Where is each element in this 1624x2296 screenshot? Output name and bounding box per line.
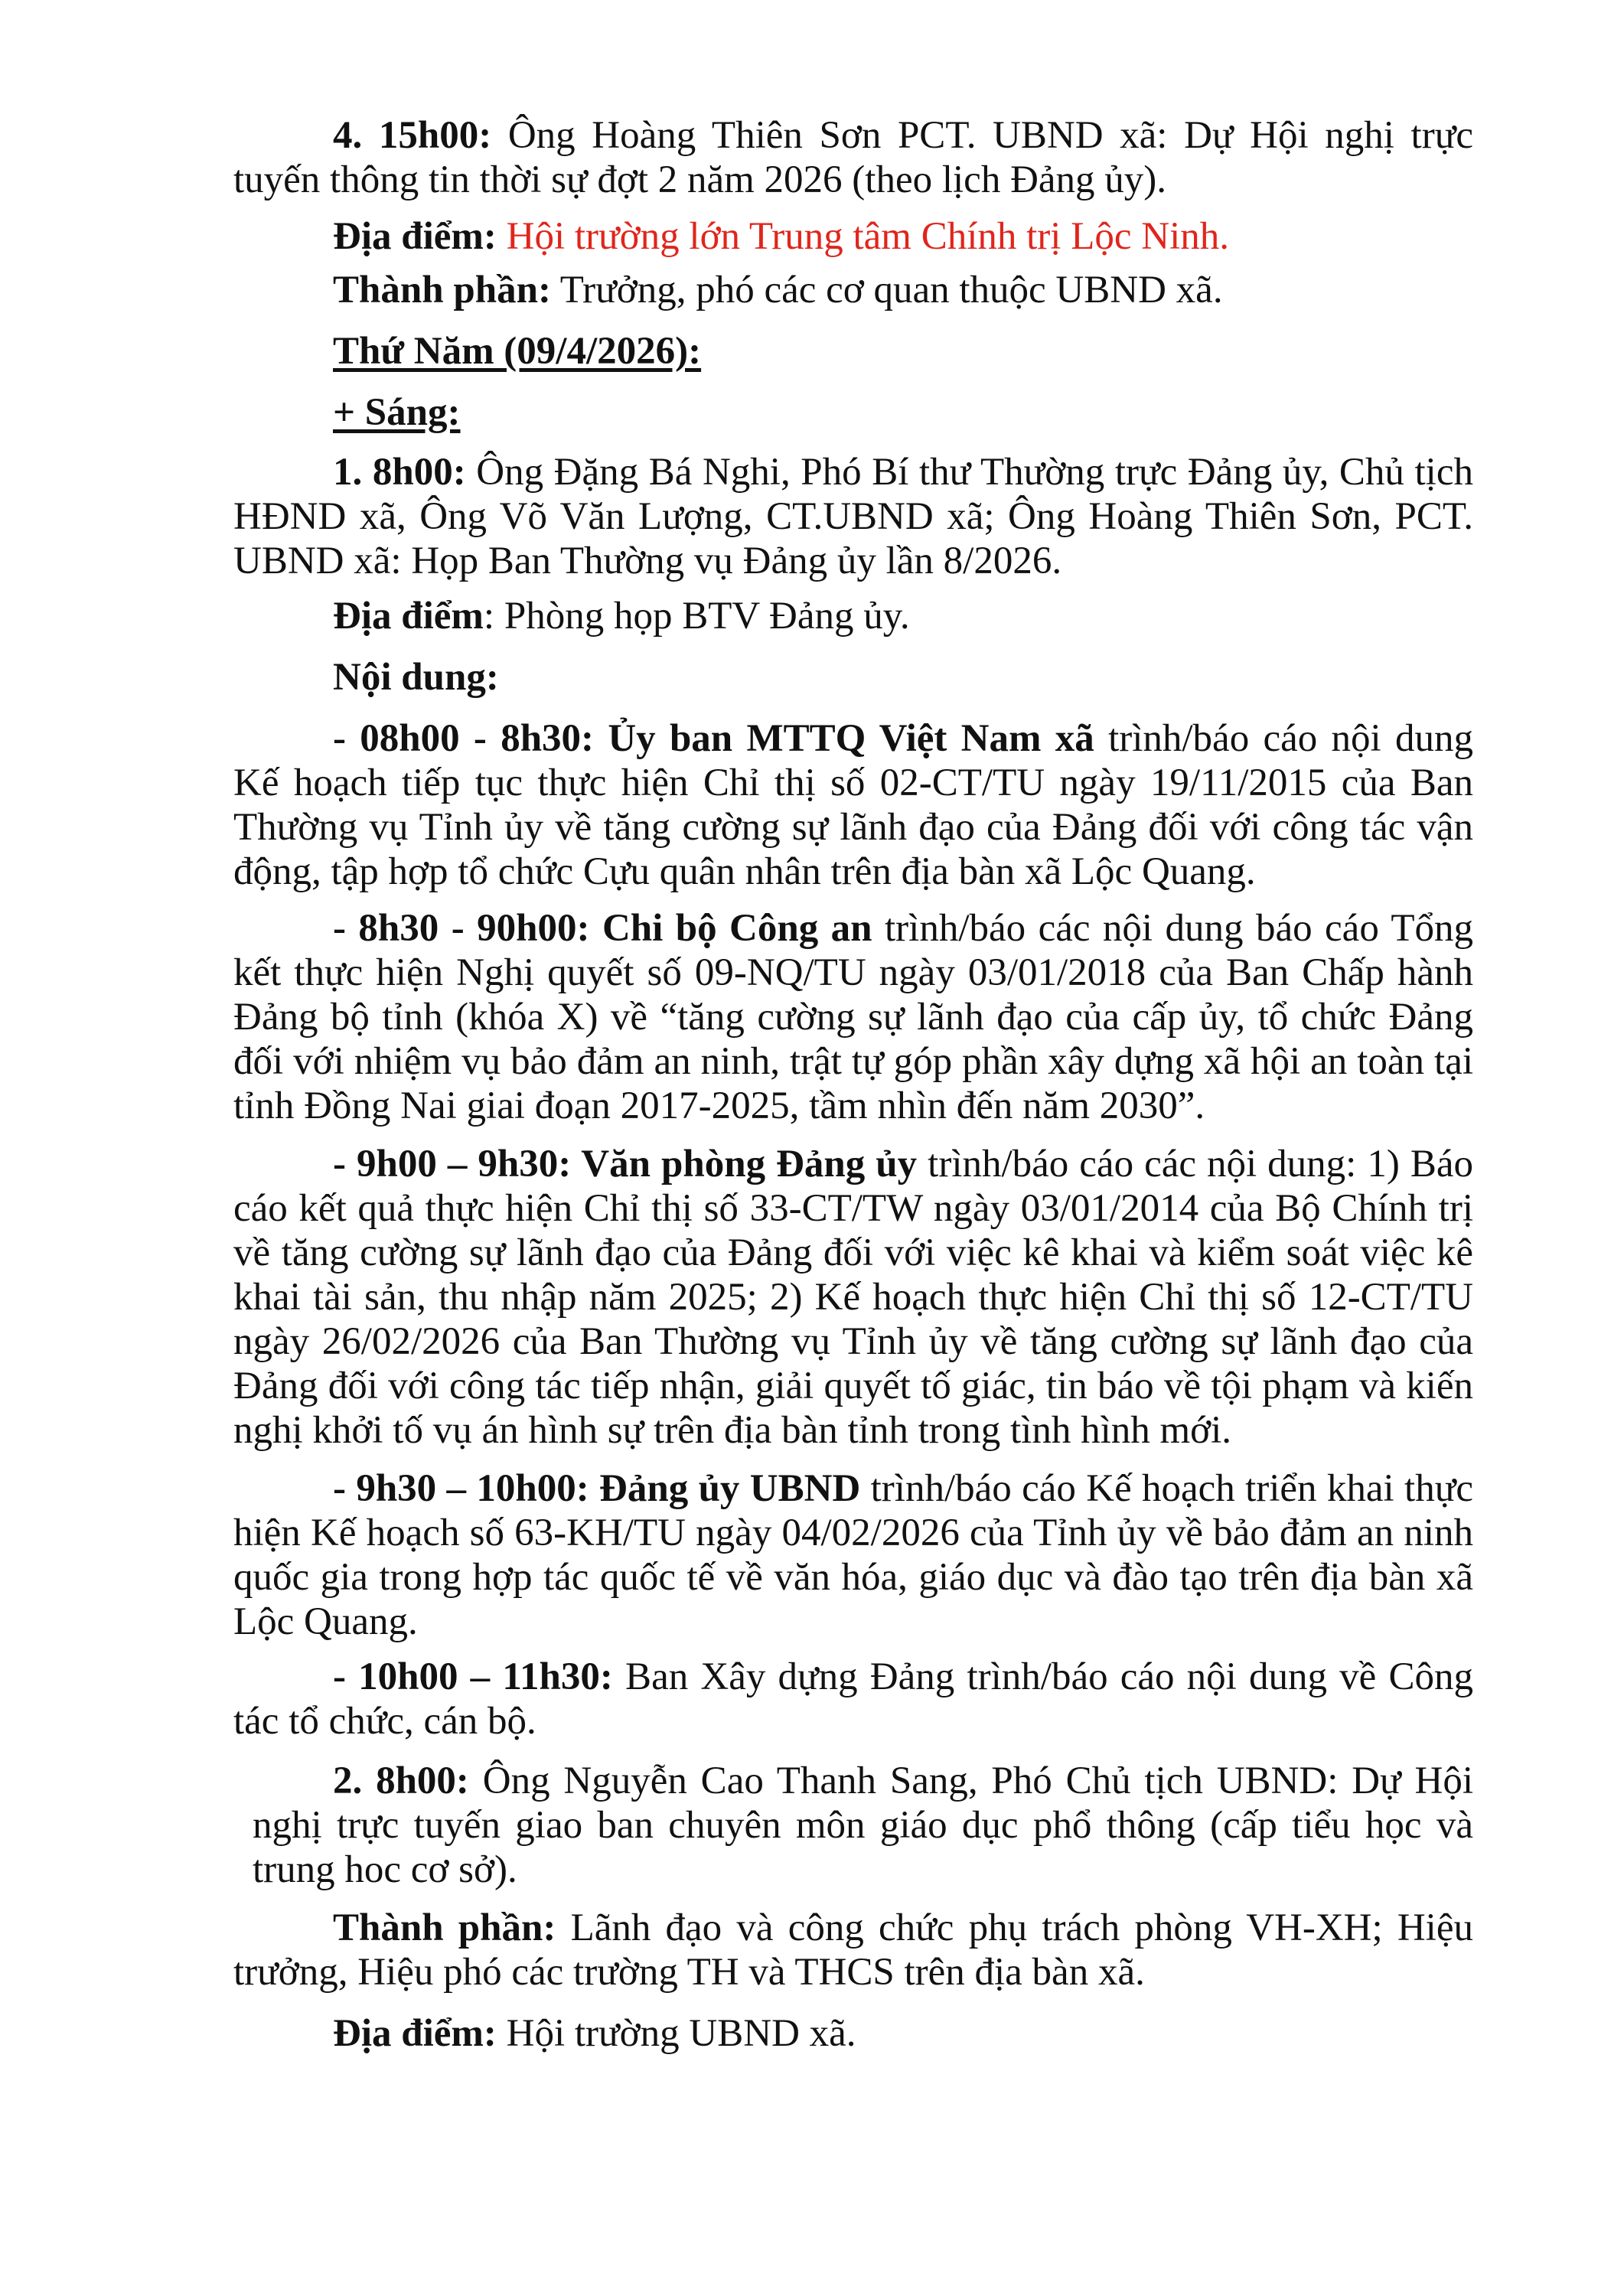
item-2-text: Ông Nguyễn Cao Thanh Sang, Phó Chủ tịch UBND: Dự Hội nghị trực tuyến giao ban chuyên môn giáo dục phổ thông (cấp tiểu học và trung hoc cơ sở).	[253, 1760, 1473, 1891]
item-2-location	[233, 2011, 1473, 2056]
agenda-item-label: - 9h30 – 10h00: Đảng ủy UBND	[333, 1467, 861, 1510]
item-4-participants-label: Thành phần:	[333, 269, 551, 311]
agenda-item-text: trình/báo các nội dung báo cáo Tổng kết thực hiện Nghị quyết số 09-NQ/TU ngày 03/01/2018 của Ban Chấp hành Đảng bộ tỉnh (khóa X) về “tăng cường sự lãnh đạo của cấp ủy, tổ chức Đảng đối với nhiệm vụ bảo đảm an ninh, trật tự góp phần xây dựng xã hội an toàn tại tỉnh Đồng Nai giai đoạn 2017-2025, tầm nhìn đến năm 2030”.	[233, 907, 1473, 1127]
item-4-text: Ông Hoàng Thiên Sơn PCT. UBND xã: Dự Hội nghị trực tuyến thông tin thời sự đợt 2 năm 2026 (theo lịch Đảng ủy).	[233, 114, 1473, 201]
agenda-item-label: - 8h30 - 90h00: Chi bộ Công an	[333, 907, 872, 950]
item-4-location	[233, 214, 1473, 259]
item-1-location-label: Địa điểm	[333, 595, 484, 638]
item-2-participants-label: Thành phần:	[333, 1906, 556, 1949]
item-1	[233, 450, 1473, 583]
item-2	[253, 1759, 1473, 1892]
agenda-item	[233, 1655, 1473, 1743]
item-4-location-value: Hội trường lớn Trung tâm Chính trị Lộc Ninh.	[496, 215, 1229, 258]
content-heading-text: Nội dung:	[333, 656, 499, 699]
agenda-item-text: trình/báo cáo nội dung Kế hoạch tiếp tục thực hiện Chỉ thị số 02-CT/TU ngày 19/11/2015 của Ban Thường vụ Tỉnh ủy về tăng cường sự lãnh đạo của Đảng đối với công tác vận động, tập hợp tổ chức Cựu quân nhân trên địa bàn xã Lộc Quang.	[233, 717, 1473, 893]
agenda-item	[233, 716, 1473, 894]
item-2-label: 2. 8h00:	[333, 1760, 469, 1802]
item-2-location-value: Hội trường UBND xã.	[496, 2012, 856, 2055]
morning-heading	[233, 390, 1473, 435]
item-1-location	[233, 594, 1473, 638]
item-2-participants-value: Lãnh đạo và công chức phụ trách phòng VH-XH; Hiệu trưởng, Hiệu phó các trường TH và THCS trên địa bàn xã.	[233, 1906, 1473, 1994]
item-2-location-label: Địa điểm:	[333, 2012, 497, 2055]
item-1-label: 1. 8h00:	[333, 451, 466, 494]
item-2-participants	[233, 1906, 1473, 1994]
item-4-participants-value: Trưởng, phó các cơ quan thuộc UBND xã.	[550, 269, 1223, 311]
agenda-item-label: - 9h00 – 9h30: Văn phòng Đảng ủy	[333, 1143, 918, 1186]
item-1-text: Ông Đặng Bá Nghi, Phó Bí thư Thường trực Đảng ủy, Chủ tịch HĐND xã, Ông Võ Văn Lượng, CT.UBND xã; Ông Hoàng Thiên Sơn, PCT. UBND xã: Họp Ban Thường vụ Đảng ủy lần 8/2026.	[233, 451, 1473, 582]
morning-heading-text: + Sáng:	[333, 391, 461, 434]
thursday-heading	[233, 329, 1473, 373]
content-heading	[233, 655, 1473, 700]
thursday-heading-text: Thứ Năm (09/4/2026):	[333, 330, 702, 373]
agenda-item-label: - 08h00 - 8h30: Ủy ban MTTQ Việt Nam xã	[333, 717, 1094, 760]
agenda-item	[233, 906, 1473, 1128]
agenda-item-label: - 10h00 – 11h30:	[333, 1655, 613, 1698]
agenda-item	[233, 1466, 1473, 1644]
agenda-item-text: trình/báo cáo các nội dung: 1) Báo cáo kết quả thực hiện Chỉ thị số 33-CT/TW ngày 03/01/2014 của Bộ Chính trị về tăng cường sự lãnh đạo của Đảng đối với việc kê khai và kiểm soát việc kê khai tài sản, thu nhập năm 2025; 2) Kế hoạch thực hiện Chỉ thị số 12-CT/TU ngày 26/02/2026 của Ban Thường vụ Tỉnh ủy về tăng cường sự lãnh đạo của Đảng đối với công tác tiếp nhận, giải quyết tố giác, tin báo về tội phạm và kiến nghị khởi tố vụ án hình sự trên địa bàn tỉnh trong tình hình mới.	[233, 1143, 1473, 1452]
item-4-location-label: Địa điểm:	[333, 215, 497, 258]
item-4-label: 4. 15h00:	[333, 114, 492, 157]
agenda-item-text: Ban Xây dựng Đảng trình/báo cáo nội dung về Công tác tổ chức, cán bộ.	[233, 1655, 1473, 1743]
agenda-item	[233, 1142, 1473, 1453]
agenda-item-text: trình/báo cáo Kế hoạch triển khai thực hiện Kế hoạch số 63-KH/TU ngày 04/02/2026 của Tỉnh ủy về bảo đảm an ninh quốc gia trong hợp tác quốc tế về văn hóa, giáo dục và đào tạo trên địa bàn xã Lộc Quang.	[233, 1467, 1473, 1643]
item-1-location-value: : Phòng họp BTV Đảng ủy.	[483, 595, 910, 638]
item-4	[233, 113, 1473, 202]
item-4-participants	[233, 268, 1473, 312]
